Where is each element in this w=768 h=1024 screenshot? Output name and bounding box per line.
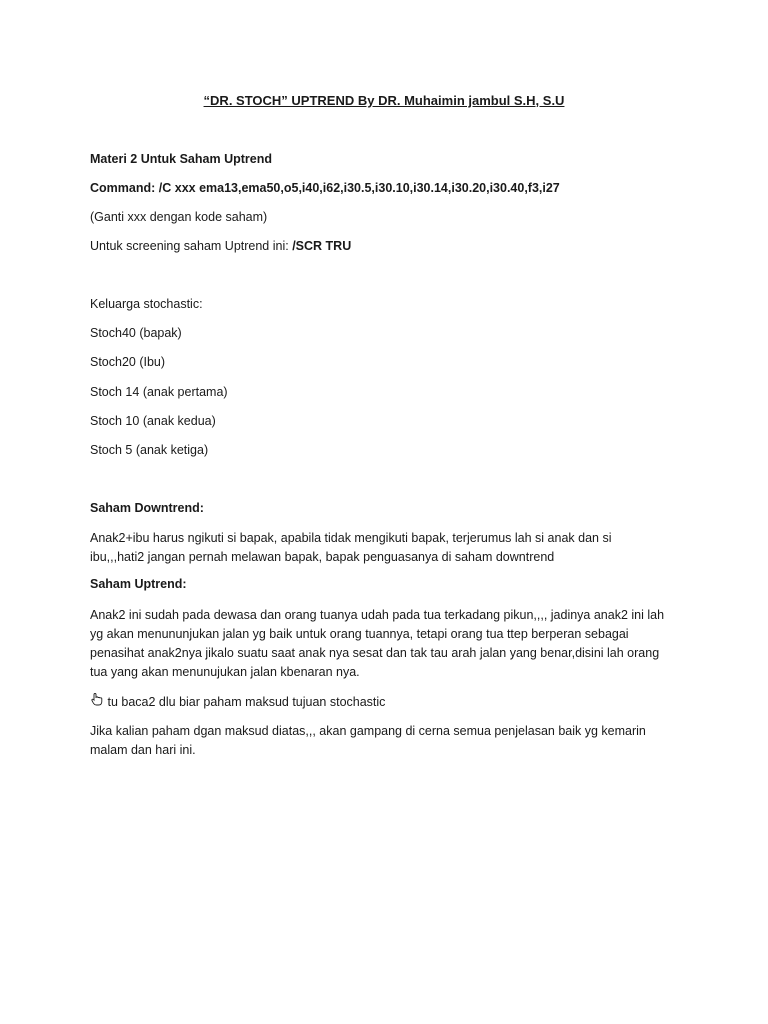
closing-paragraph [90, 722, 680, 760]
stoch-item: Stoch 14 (anak pertama) [90, 385, 228, 399]
stoch-item: Stoch 5 (anak ketiga) [90, 443, 209, 457]
screening-label: Untuk screening saham Uptrend ini: [90, 239, 289, 253]
paragraph-line: penasihat anak2nya jikalo suatu saat anak nya sesat dan tak tau arah jalan yang benar,disini lah orang [90, 646, 660, 660]
stoch-item: Stoch20 (Ibu) [90, 355, 166, 369]
pointer-text: tu baca2 dlu biar paham maksud tujuan stochastic [107, 695, 386, 709]
paragraph-line: Anak2+ibu harus ngikuti si bapak, apabila tidak mengikuti bapak, terjerumus lah si anak dan si [90, 531, 612, 545]
keluarga-heading: Keluarga stochastic: [90, 297, 203, 311]
uptrend-paragraph [90, 606, 680, 682]
screening-line [90, 239, 351, 253]
materi-heading: Materi 2 Untuk Saham Uptrend [90, 152, 272, 166]
downtrend-heading: Saham Downtrend: [90, 501, 204, 515]
ganti-note: (Ganti xxx dengan kode saham) [90, 210, 268, 224]
paragraph-line: malam dan hari ini. [90, 743, 196, 757]
paragraph-line: ibu,,,hati2 jangan pernah melawan bapak, bapak penguasanya di saham downtrend [90, 550, 555, 564]
screening-value: /SCR TRU [292, 239, 352, 253]
paragraph-line: tua yang akan menunujukan jalan kbenaran nya. [90, 665, 360, 679]
command-line [90, 181, 560, 195]
uptrend-heading: Saham Uptrend: [90, 577, 187, 591]
paragraph-line: Jika kalian paham dgan maksud diatas,,, akan gampang di cerna semua penjelasan baik yg kemarin [90, 724, 646, 738]
downtrend-paragraph [90, 529, 680, 567]
paragraph-line: Anak2 ini sudah pada dewasa dan orang tuanya udah pada tua terkadang pikun,,,, jadinya anak2 ini lah [90, 608, 665, 622]
document-title: “DR. STOCH” UPTREND By DR. Muhaimin jambul S.H, S.U [203, 93, 565, 108]
pointing-hand-icon [90, 693, 104, 709]
stoch-item: Stoch40 (bapak) [90, 326, 182, 340]
paragraph-line: yg akan menununjukan jalan yg baik untuk orang tuannya, tetapi orang tua ttep berperan sebagai [90, 627, 629, 641]
stoch-item: Stoch 10 (anak kedua) [90, 414, 216, 428]
pointer-line [90, 693, 385, 709]
command-label: Command: [90, 181, 156, 195]
command-value: /C xxx ema13,ema50,o5,i40,i62,i30.5,i30.10,i30.14,i30.20,i30.40,f3,i27 [158, 181, 560, 195]
